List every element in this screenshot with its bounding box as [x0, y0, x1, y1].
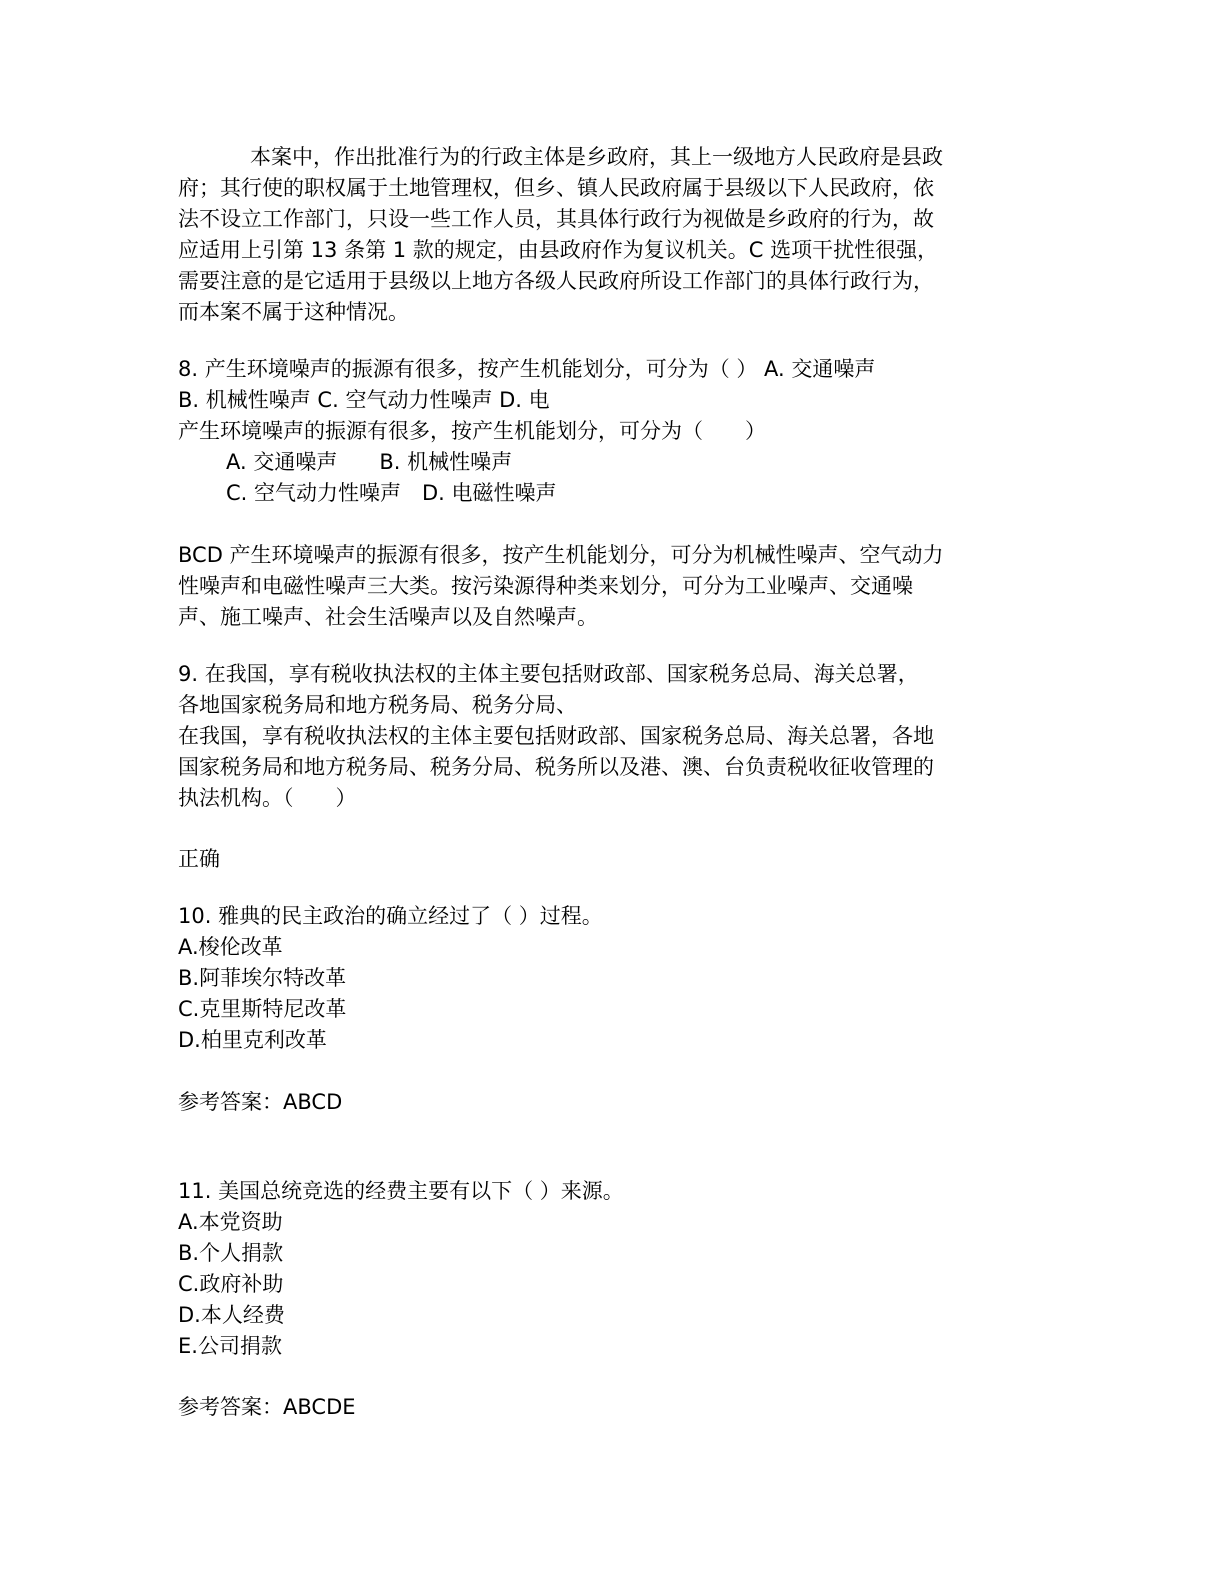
text-line: 府；其行使的职权属于土地管理权，但乡、镇人民政府属于县级以下人民政府，依: [178, 176, 934, 200]
question-stem: 各地国家税务局和地方税务局、税务分局、: [178, 693, 577, 717]
option-line: B.阿菲埃尔特改革: [178, 966, 347, 990]
option-line: C.政府补助: [178, 1272, 284, 1296]
option-line: D.柏里克利改革: [178, 1028, 327, 1052]
text-line: 本案中，作出批准行为的行政主体是乡政府，其上一级地方人民政府是县政: [250, 145, 943, 169]
option-line: A.本党资助: [178, 1210, 283, 1234]
text-line: 法不设立工作部门，只设一些工作人员，其具体行政行为视做是乡政府的行为，故: [178, 207, 934, 231]
question-stem: 10. 雅典的民主政治的确立经过了（ ）过程。: [178, 904, 603, 928]
option-line: C. 空气动力性噪声 D. 电磁性噪声: [226, 481, 557, 505]
text-line: 需要注意的是它适用于县级以上地方各级人民政府所设工作部门的具体行政行为，: [178, 269, 934, 293]
option-line: D.本人经费: [178, 1303, 285, 1327]
question-restated: 产生环境噪声的振源有很多，按产生机能划分，可分为（ ）: [178, 419, 766, 443]
question-restated: 在我国，享有税收执法权的主体主要包括财政部、国家税务总局、海关总署，各地: [178, 724, 934, 748]
answer-line: BCD 产生环境噪声的振源有很多，按产生机能划分，可分为机械性噪声、空气动力: [178, 543, 944, 567]
text-line: 应适用上引第 13 条第 1 款的规定，由县政府作为复议机关。C 选项干扰性很强，: [178, 238, 939, 262]
answer-line: 参考答案：ABCD: [178, 1090, 343, 1114]
answer-line: 参考答案：ABCDE: [178, 1395, 356, 1419]
option-line: E.公司捐款: [178, 1334, 282, 1358]
option-line: A.梭伦改革: [178, 935, 283, 959]
question-stem: 11. 美国总统竞选的经费主要有以下（ ）来源。: [178, 1179, 624, 1203]
option-line: B.个人捐款: [178, 1241, 284, 1265]
answer-line: 声、施工噪声、社会生活噪声以及自然噪声。: [178, 605, 598, 629]
text-line: 而本案不属于这种情况。: [178, 300, 409, 324]
question-restated: 国家税务局和地方税务局、税务分局、税务所以及港、澳、台负责税收征收管理的: [178, 755, 934, 779]
question-stem: B. 机械性噪声 C. 空气动力性噪声 D. 电: [178, 388, 550, 412]
question-stem: 8. 产生环境噪声的振源有很多，按产生机能划分，可分为（ ） A. 交通噪声: [178, 357, 876, 381]
answer-line: 正确: [178, 847, 220, 871]
question-restated: 执法机构。（ ）: [178, 786, 357, 810]
option-line: C.克里斯特尼改革: [178, 997, 347, 1021]
question-stem: 9. 在我国，享有税收执法权的主体主要包括财政部、国家税务总局、海关总署，: [178, 662, 919, 686]
answer-line: 性噪声和电磁性噪声三大类。按污染源得种类来划分，可分为工业噪声、交通噪: [178, 574, 913, 598]
option-line: A. 交通噪声 B. 机械性噪声: [226, 450, 513, 474]
